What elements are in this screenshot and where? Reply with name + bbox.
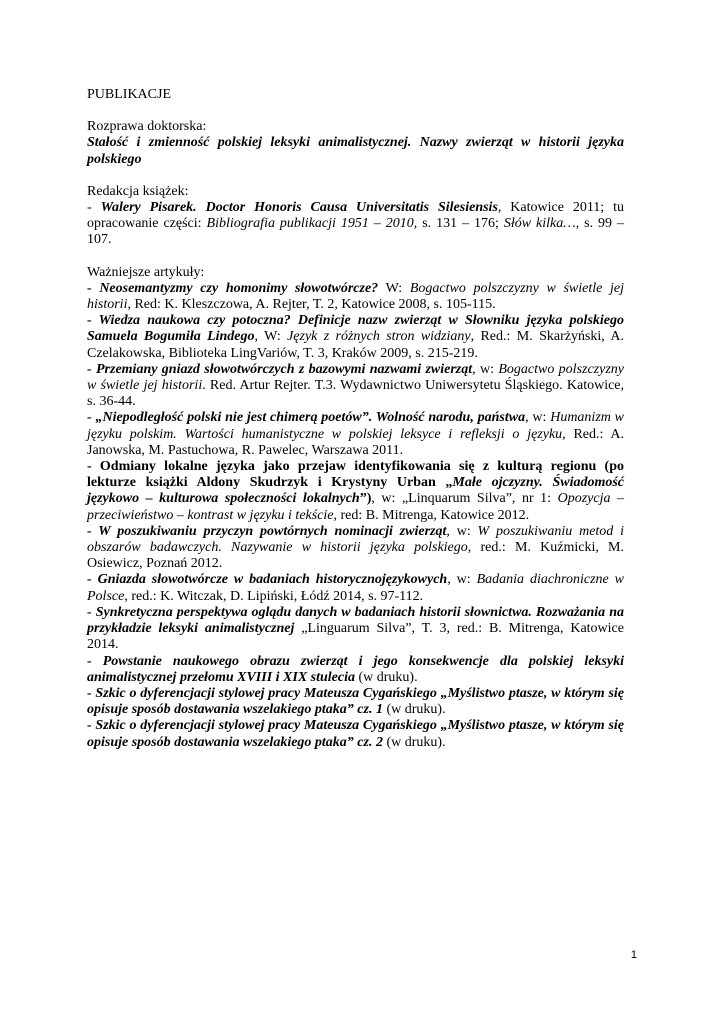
article-text: W: [378,280,410,296]
article-text: (w druku). [382,702,446,718]
spacer [87,249,624,265]
editing-text: , s. 99 – 107. [87,216,625,248]
article-source: Bogactwo polszczyzny w świetle jej historii [87,361,625,394]
editing-label: Redakcja książek: [87,183,189,199]
article-item [87,686,624,718]
page-number: 1 [630,949,637,961]
article-source: Humanizm w języku polskim. Wartości humanistyczne w polskiej leksyce i refleksji o języku [87,410,625,442]
article-details: , Red.: A. Janowska, M. Pastuchowa, R. Pawelec, Warszawa 2011. [87,426,624,458]
article-item [87,524,624,573]
article-item [87,459,624,524]
article-text: (w druku). [355,669,418,685]
page-heading: PUBLIKACJE [87,87,172,102]
article-title: - Synkretyczna perspektywa oglądu danych w badaniach historii słownictwa. Rozważania na przykładzie leksyki animalistycznej [87,604,624,637]
article-title: - „Niepodległość polski nie jest chimerą poetów”. Wolność narodu, państwa [87,410,526,426]
article-title: - W poszukiwaniu przyczyn powtórnych nominacji zwierząt [87,523,447,539]
article-details: , red.: M. Kuźmicki, M. Osiewicz, Poznań 2012. [87,540,624,572]
article-source: Opozycja – przeciwieństwo – kontrast w języku i tekście [87,491,624,523]
article-item [87,281,624,313]
article-title: - Szkic o dyferencjacji stylowej pracy Mateusza Cygańskiego „Myślistwo ptasze, w którym się opisuje sposób dostawania wszelakiego ptaka” cz. 1 [87,685,624,718]
article-item [87,410,624,459]
article-title: - Gniazda słowotwórcze w badaniach historycznojęzykowych [87,572,448,588]
doctoral-label: Rozprawa doktorska: [87,119,207,135]
article-title: - Powstanie naukowego obrazu zwierząt i jego konsekwencje dla polskiej leksyki animalistycznej przełomu XVIII i XIX stulecia [87,653,624,685]
spacer [87,168,624,184]
article-item [87,313,624,362]
article-title: - Szkic o dyferencjacji stylowej pracy Mateusza Cygańskiego „Myślistwo ptasze, w którym się opisuje sposób dostawania wszelakiego ptaka” cz. 2 [87,718,624,750]
article-text: (w druku). [382,734,446,750]
article-text: , w: [447,572,477,588]
article-item [87,718,624,750]
article-item [87,572,624,604]
article-details: , red.: K. Witczak, D. Lipiński, Łódź 2014, s. 97-112. [124,588,424,604]
article-details: , red: B. Mitrenga, Katowice 2012. [333,507,530,523]
article-title: - Wiedza naukowa czy potoczna? Definicje nazw zwierząt w Słowniku języka polskiego Samuela Bogumiła Lindego [87,313,624,345]
editing-dash: - [87,200,101,216]
spacer [87,103,624,119]
doctoral-title: Stałość i zmienność polskiej leksyki animalistycznej. Nazwy zwierząt w historii języka polskiego [87,135,624,167]
article-source: W poszukiwaniu metod i obszarów badawczych. Nazywanie w historii języka polskiego [87,523,625,556]
editing-item [87,200,624,249]
article-source: Badania diachroniczne w Polsce [87,572,625,604]
articles-label: Ważniejsze artykuły: [87,264,205,280]
article-text: , W: [254,329,288,345]
article-item [87,605,624,654]
article-text: , w: [525,410,551,426]
article-source: Język z różnych stron widziany [287,329,471,345]
article-item [87,362,624,411]
editing-title: Walery Pisarek. Doctor Honoris Causa Universitatis Silesiensis [100,200,498,216]
article-text: „Linguarum Silva”, T. 3, red.: B. Mitrenga, Katowice 2014. [87,621,624,653]
article-details: , Red.: M. Skarżyński, A. Czelakowska, Biblioteka LingVariów, T. 3, Kraków 2009, s. 215-219. [87,329,624,361]
editing-italic: Słów kilka… [503,216,576,232]
editing-italic: Bibliografia publikacji 1951 – 2010 [206,216,414,232]
article-title: - Odmiany lokalne języka jako przejaw identyfikowania się z kulturą regionu (po lekturze książki Aldony Skudrzyk i Krystyny Urban „ [87,459,624,491]
article-details: . Red. Artur Rejter. T.3. Wydawnictwo Uniwersytetu Śląskiego. Katowice, s. 36-44. [87,378,625,410]
article-text: , w: [446,523,478,539]
article-text: , w: „Linquarum Silva”, nr 1: [371,491,558,507]
publications-content [87,87,624,751]
editing-text: , s. 131 – 176; [413,216,504,232]
article-text: , w: [472,361,499,377]
article-details: , Red: K. Kleszczowa, A. Rejter, T. 2, Katowice 2008, s. 105-115. [127,297,496,313]
article-title-end: ”) [359,491,372,507]
article-title-italic: Małe ojczyzny. Świadomość językowo – kulturowa społeczności lokalnych [87,475,625,507]
article-item [87,654,624,686]
article-title: - Przemiany gniazd słowotwórczych z bazowymi nazwami zwierząt [87,361,473,377]
article-source: Bogactwo polszczyzny w świetle jej historii [87,280,624,313]
editing-text: , Katowice 2011; tu opracowanie części: [87,200,624,232]
article-title: - Neosemantyzmy czy homonimy słowotwórcze? [87,280,379,296]
